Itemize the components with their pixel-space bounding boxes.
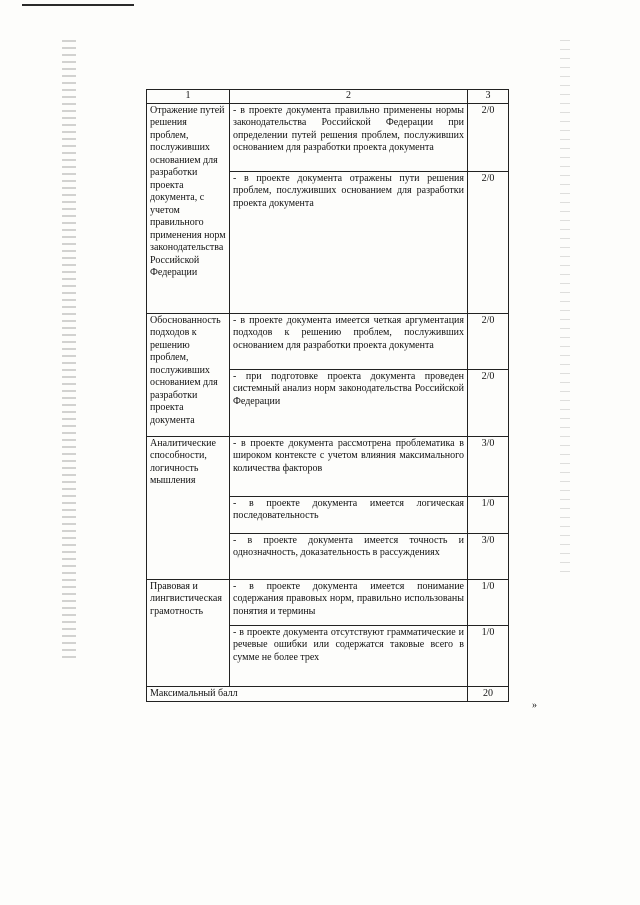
item-text: - в проекте документа имеется четкая аргументация подходов к решению проблем, послуживших основанием для разработки проекта документа <box>230 313 468 369</box>
table-row <box>147 313 509 369</box>
criteria-table <box>146 89 509 702</box>
item-score: 3/0 <box>468 436 509 496</box>
item-score: 1/0 <box>468 579 509 625</box>
criteria-table-wrapper <box>146 89 495 702</box>
item-text: - в проекте документа имеется точность и однозначность, доказательность в рассуждениях <box>230 533 468 579</box>
table-row <box>147 579 509 625</box>
total-label: Максимальный балл <box>147 686 468 702</box>
item-text: - в проекте документа имеется понимание содержания правовых норм, правильно использованы понятия и термины <box>230 579 468 625</box>
criterion-cell: Правовая и лингвистическая грамотность <box>147 579 230 686</box>
item-text: - в проекте документа имеется логическая последовательность <box>230 496 468 533</box>
closing-quote-mark: » <box>532 700 537 711</box>
column-header-3: 3 <box>468 90 509 104</box>
table-row <box>147 436 509 496</box>
item-score: 1/0 <box>468 496 509 533</box>
item-score: 2/0 <box>468 313 509 369</box>
item-score: 1/0 <box>468 625 509 686</box>
table-header-row <box>147 90 509 104</box>
column-header-1: 1 <box>147 90 230 104</box>
item-text: - в проекте документа отсутствуют грамматические и речевые ошибки или содержатся таковые всего в сумме не более трех <box>230 625 468 686</box>
item-text: - в проекте документа рассмотрена проблематика в широком контексте с учетом влияния максимального количества факторов <box>230 436 468 496</box>
scan-edge-mark <box>22 4 134 6</box>
item-score: 2/0 <box>468 369 509 436</box>
criterion-cell: Отражение путей решения проблем, послуживших основанием для разработки проекта документа, с учетом правильного применения норм законодательства Российской Федерации <box>147 103 230 313</box>
total-row <box>147 686 509 702</box>
scan-noise-right <box>560 40 570 580</box>
total-score: 20 <box>468 686 509 702</box>
criterion-cell: Обоснованность подходов к решению проблем, послуживших основанием для разработки проекта документа <box>147 313 230 436</box>
criterion-cell: Аналитические способности, логичность мышления <box>147 436 230 579</box>
item-score: 2/0 <box>468 171 509 313</box>
item-score: 3/0 <box>468 533 509 579</box>
item-text: - при подготовке проекта документа проведен системный анализ норм законодательства Российской Федерации <box>230 369 468 436</box>
item-text: - в проекте документа отражены пути решения проблем, послуживших основанием для разработки проекта документа <box>230 171 468 313</box>
item-score: 2/0 <box>468 103 509 171</box>
item-text: - в проекте документа правильно применены нормы законодательства Российской Федерации при определении путей решения проблем, послуживших основанием для разработки проекта документа <box>230 103 468 171</box>
table-row <box>147 103 509 171</box>
scan-noise-left <box>62 40 76 660</box>
column-header-2: 2 <box>230 90 468 104</box>
